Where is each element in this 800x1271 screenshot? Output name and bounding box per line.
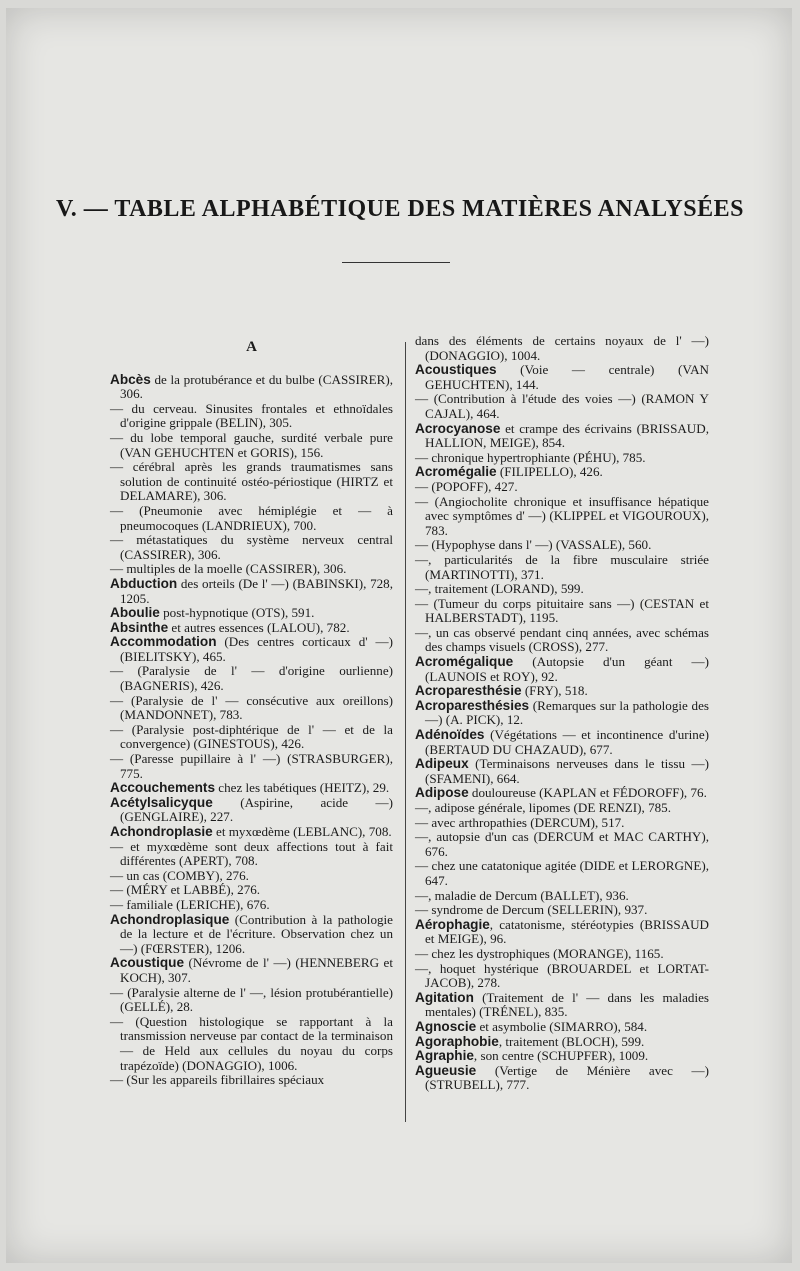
entry-text: post-hypnotique (OTS), 591. (159, 605, 315, 621)
entry-text: (Végétations — et incontinence d'urine) (BERTAUD DU CHAZAUD), 677. (425, 727, 709, 757)
index-entry (415, 918, 709, 947)
index-entry (415, 947, 709, 962)
entry-headword: Acoustique (110, 955, 185, 971)
entry-text: douloureuse (KAPLAN et FÉDOROFF), 76. (468, 785, 707, 801)
entry-text: et crampe des écrivains (BRISSAUD, HALLION, MEIGE), 854. (425, 420, 709, 451)
index-entry (415, 1035, 709, 1050)
index-entry (110, 635, 393, 664)
index-entry (415, 699, 709, 728)
index-entry (110, 664, 393, 693)
index-entry (110, 577, 393, 606)
index-entry (110, 796, 393, 825)
entry-text: et myxœdème (LEBLANC), 708. (212, 824, 392, 839)
entry-text: — (Paralysie de l' — d'origine ourlienne) (BAGNERIS), 426. (110, 663, 393, 694)
title-rule (342, 262, 450, 263)
entry-text: (Remarques sur la pathologie des —) (A. PICK), 12. (425, 697, 709, 728)
entry-text: — chez les dystrophiques (MORANGE), 1165. (415, 945, 664, 961)
entry-headword: Adénoïdes (415, 727, 485, 743)
entry-text: —, hoquet hystérique (BROUARDEL et LORTAT-JACOB), 278. (415, 960, 709, 991)
index-entry (415, 1020, 709, 1035)
index-entry (110, 1073, 393, 1088)
entry-headword: Accouchements (110, 780, 216, 796)
index-entry (415, 859, 709, 888)
entry-text: — (Paralysie de l' — consécutive aux oreillons) (MANDONNET), 783. (110, 692, 393, 723)
index-entry (110, 694, 393, 723)
column-divider (405, 342, 406, 1122)
index-entry (415, 392, 709, 421)
index-entry (415, 1064, 709, 1093)
entry-text: — (Tumeur du corps pituitaire sans —) (CESTAN et HALBERSTADT), 1195. (415, 595, 709, 626)
left-column (110, 334, 393, 1088)
entry-headword: Acoustiques (415, 362, 497, 378)
entry-headword: Abcès (110, 371, 151, 387)
entry-text: (FRY), 518. (521, 683, 588, 699)
index-entry (110, 825, 393, 840)
entry-text: — (MÉRY et LABBÉ), 276. (110, 882, 261, 898)
index-entry (110, 752, 393, 781)
entry-headword: Acroparesthésies (415, 697, 530, 713)
entry-headword: Aérophagie (415, 916, 490, 932)
index-entry (415, 757, 709, 786)
index-entry (110, 986, 393, 1015)
entry-headword: Adipose (415, 785, 469, 801)
index-entry (110, 606, 393, 621)
entry-text: — chez une catatonique agitée (DIDE et LERORGNE), 647. (415, 858, 709, 888)
index-entry (415, 684, 709, 699)
entry-text: — (POPOFF), 427. (415, 478, 518, 494)
entry-headword: Acrocyanose (415, 420, 501, 436)
entry-headword: Agraphie (415, 1048, 474, 1064)
entry-text: —, maladie de Dercum (BALLET), 936. (415, 887, 629, 903)
entry-headword: Agoraphobie (415, 1033, 499, 1049)
entry-headword: Agitation (415, 989, 474, 1005)
entry-text: de la protubérance et du bulbe (CASSIRER), 306. (120, 371, 393, 402)
entry-text: (Terminaisons nerveuses dans le tissu —) (SFAMENI), 664. (425, 756, 709, 786)
entry-headword: Acromégalie (415, 464, 497, 480)
entry-headword: Acroparesthésie (415, 683, 522, 699)
index-entry (110, 402, 393, 431)
entry-text: (Névrome de l' —) (HENNEBERG et KOCH), 307. (120, 955, 393, 985)
entry-text: (Contribution à la pathologie de la lecture et de l'écriture. Observation chez un —) (FŒRSTER), 1206. (120, 911, 393, 956)
entry-text: — (Sur les appareils fibrillaires spéciaux (110, 1072, 325, 1088)
entry-text: — multiples de la moelle (CASSIRER), 306. (110, 561, 347, 577)
entry-text: — métastatiques du système nerveux central (CASSIRER), 306. (110, 532, 393, 562)
entry-text: et autres essences (LALOU), 782. (168, 619, 350, 635)
entry-text: —, adipose générale, lipomes (DE RENZI), 785. (415, 800, 671, 815)
index-entry (415, 1049, 709, 1064)
entry-text: — cérébral après les grands traumatismes sans solution de continuité ostéo-périostique (HIRTZ et DELAMARE), 306. (110, 459, 393, 504)
index-entry (415, 363, 709, 392)
entry-text: — (Angiocholite chronique et insuffisance hépatique avec symptômes d' —) (KLIPPEL et VIGOUROUX), 783. (415, 493, 709, 538)
index-entry (415, 495, 709, 539)
index-entry (110, 533, 393, 562)
entry-text: et asymbolie (SIMARRO), 584. (476, 1018, 648, 1034)
index-entry (110, 562, 393, 577)
entry-text: — (Paralysie post-diphtérique de l' — et de la convergence) (GINESTOUS), 426. (110, 721, 393, 752)
entry-headword: Abduction (110, 575, 178, 591)
entry-text: (FILIPELLO), 426. (496, 464, 603, 480)
index-entry (110, 621, 393, 636)
index-entry (415, 538, 709, 553)
entry-text: (Aspirine, acide —) (GENGLAIRE), 227. (120, 794, 393, 825)
entry-headword: Absinthe (110, 619, 169, 635)
index-entry (415, 422, 709, 451)
entry-text: , son centre (SCHUPFER), 1009. (473, 1048, 649, 1064)
index-entry (110, 781, 393, 796)
entry-text: — (Contribution à l'étude des voies —) (RAMON Y CAJAL), 464. (415, 391, 709, 421)
index-entry (415, 816, 709, 831)
index-entry (110, 869, 393, 884)
entry-text: —, un cas observé pendant cinq années, avec schémas des champs visuels (CROSS), 277. (415, 624, 709, 655)
index-entry (110, 504, 393, 533)
index-entry (110, 431, 393, 460)
entry-text: — (Pneumonie avec hémiplégie et — à pneumocoques (LANDRIEUX), 700. (110, 502, 393, 533)
index-entry (110, 883, 393, 898)
right-column (415, 334, 709, 1093)
index-entry (415, 991, 709, 1020)
section-letter: A (246, 339, 257, 355)
index-entry (415, 830, 709, 859)
entry-headword: Agueusie (415, 1062, 477, 1078)
index-entry (110, 373, 393, 402)
entry-text: (Voie — centrale) (VAN GEHUCHTEN), 144. (425, 362, 709, 392)
entry-headword: Accommodation (110, 634, 217, 650)
entry-headword: Adipeux (415, 756, 469, 772)
entry-text: , traitement (BLOCH), 599. (498, 1033, 645, 1049)
entry-text: , catatonisme, stéréotypies (BRISSAUD et MEIGE), 96. (425, 916, 709, 947)
index-entry (415, 626, 709, 655)
entry-text: — syndrome de Dercum (SELLERIN), 937. (415, 902, 648, 918)
entry-headword: Acromégalique (415, 654, 514, 670)
index-entry (415, 451, 709, 466)
entry-headword: Agnoscie (415, 1018, 477, 1034)
entry-text: — familiale (LERICHE), 676. (110, 896, 270, 912)
entry-text: — et myxœdème sont deux affections tout à fait différentes (APERT), 708. (110, 838, 393, 869)
index-entry (415, 334, 709, 363)
entry-text: (Traitement de l' — dans les maladies mentales) (TRÉNEL), 835. (425, 989, 709, 1020)
entry-text: des orteils (De l' —) (BABINSKI), 728, 1205. (120, 575, 393, 606)
index-entry (415, 480, 709, 495)
index-entry (415, 801, 709, 816)
entry-text: — un cas (COMBY), 276. (110, 867, 249, 883)
index-entry (415, 553, 709, 582)
entry-headword: Aboulie (110, 605, 160, 621)
index-entry (110, 1015, 393, 1073)
entry-text: (Vertige de Ménière avec —) (STRUBELL), 777. (425, 1062, 709, 1093)
index-entry (110, 898, 393, 913)
entry-text: — du lobe temporal gauche, surdité verbale pure (VAN GEHUCHTEN et GORIS), 156. (110, 429, 393, 460)
entry-headword: Achondroplasique (110, 911, 230, 927)
entry-text: (Autopsie d'un géant —) (LAUNOIS et ROY), 92. (425, 654, 709, 684)
entry-text: — (Hypophyse dans l' —) (VASSALE), 560. (415, 537, 652, 553)
entry-text: (Des centres corticaux d' —) (BIELITSKY), 465. (120, 634, 393, 664)
index-entry (110, 840, 393, 869)
entry-text: — (Paresse pupillaire à l' —) (STRASBURGER), 775. (110, 751, 393, 781)
entry-text: — du cerveau. Sinusites frontales et ethnoïdales d'origine grippale (BELIN), 305. (110, 400, 393, 431)
entry-text: — chronique hypertrophiante (PÉHU), 785. (415, 449, 646, 465)
index-entry (415, 582, 709, 597)
entry-text: — (Question histologique se rapportant à la transmission nerveuse par contact de la terminaison — de Held aux cellules du noyau du corps trapézoïde) (DONAGGIO), 1006. (110, 1013, 393, 1073)
entry-headword: Achondroplasie (110, 824, 213, 839)
index-entry (415, 962, 709, 991)
entry-headword: Acétylsalicyque (110, 794, 213, 810)
index-entry (415, 465, 709, 480)
entry-text: —, traitement (LORAND), 599. (415, 581, 584, 597)
index-entry (415, 903, 709, 918)
index-entry (415, 655, 709, 684)
entry-text: —, autopsie d'un cas (DERCUM et MAC CARTHY), 676. (415, 829, 709, 859)
index-entry (110, 460, 393, 504)
entry-text: dans des éléments de certains noyaux de l' —) (DONAGGIO), 1004. (415, 333, 709, 363)
index-entry (110, 913, 393, 957)
entry-text: — avec arthropathies (DERCUM), 517. (415, 814, 625, 830)
entry-text: — (Paralysie alterne de l' —, lésion protubérantielle) (GELLÉ), 28. (110, 984, 393, 1015)
index-entry (415, 786, 709, 801)
page-title: V. — TABLE ALPHABÉTIQUE DES MATIÈRES ANALYSÉES (56, 196, 744, 222)
index-entry (415, 889, 709, 904)
index-entry (110, 956, 393, 985)
entry-text: —, particularités de la fibre musculaire striée (MARTINOTTI), 371. (415, 551, 709, 582)
index-entry (110, 723, 393, 752)
entry-text: chez les tabétiques (HEITZ), 29. (215, 780, 390, 796)
index-entry (415, 597, 709, 626)
index-entry (415, 728, 709, 757)
